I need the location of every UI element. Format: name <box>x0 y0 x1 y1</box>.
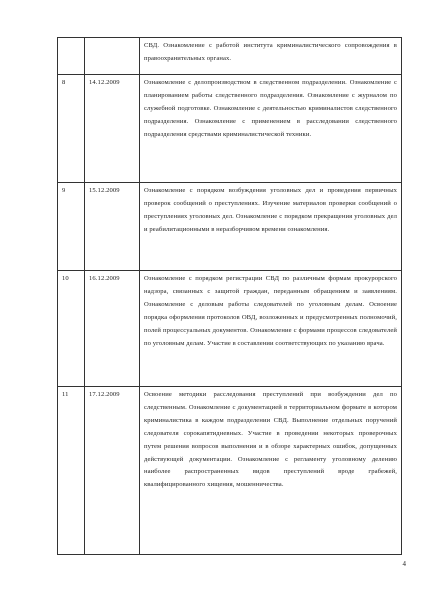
row-number <box>58 38 85 75</box>
row-content: Ознакомление с делопроизводством в следственном подразделении. Ознакомление с планированием работы следственного подразделения. Ознакомление с журналом по служебной подготовке. Ознакомление с деятельностью криминалистов следственного подразделения. Ознакомление с применением в расследовании следственного подразделения средствами криминалистической техники. <box>140 75 402 183</box>
row-content: СВД. Ознакомление с работой института криминалистического сопровождения в правоохранительных органах. <box>140 38 402 75</box>
table-row <box>58 387 402 555</box>
row-content: Ознакомление с порядком регистрации СВД по различным формам прокурорского надзора, связанных с защитой граждан, переданным обращениям и заявлениям. Ознакомление с деловым работы следователей по уголовным делам. Освоение порядка оформления протоколов ОВД, возложенных и предусмотренных полномочий, полей процессуальных документов. Ознакомление с формами процессов следователей по уголовным делам. Участие в составлении соответствующих по указанию врача. <box>140 271 402 387</box>
row-number: 9 <box>58 183 85 271</box>
table-row <box>58 183 402 271</box>
row-number: 11 <box>58 387 85 555</box>
row-date <box>85 38 140 75</box>
row-date: 17.12.2009 <box>85 387 140 555</box>
row-number: 10 <box>58 271 85 387</box>
page-number: 4 <box>402 560 406 568</box>
row-date: 14.12.2009 <box>85 75 140 183</box>
row-date: 16.12.2009 <box>85 271 140 387</box>
table-row <box>58 38 402 75</box>
row-content: Освоение методики расследования преступлений при возбуждении дел по следственным. Ознакомление с документацией в территориальном формате в котором криминалистика в каждом подразделении СВД. Выполнение отдельных поручений следователя сорокапятидневных. Участие в проведении некоторых проверочных путем решения вопросов выполнения и в обзоре характерных ошибок, допущенных действующей документации. Ознакомление с регламенту уголовному делению наиболее распространенных видов преступлений вроде грабежей, квалифицированного хищения, мошенничества. <box>140 387 402 555</box>
row-date: 15.12.2009 <box>85 183 140 271</box>
table-row <box>58 271 402 387</box>
row-number: 8 <box>58 75 85 183</box>
table-row <box>58 75 402 183</box>
practice-diary-table <box>57 37 402 555</box>
row-content: Ознакомление с порядком возбуждения уголовных дел и проведения первичных проверок сообщений о преступлениях. Изучение материалов проверки сообщений о преступлениях уголовных дел. Ознакомление с порядком прекращения уголовных дел и реабилитационными в неразборчивом времени ознакомления. <box>140 183 402 271</box>
